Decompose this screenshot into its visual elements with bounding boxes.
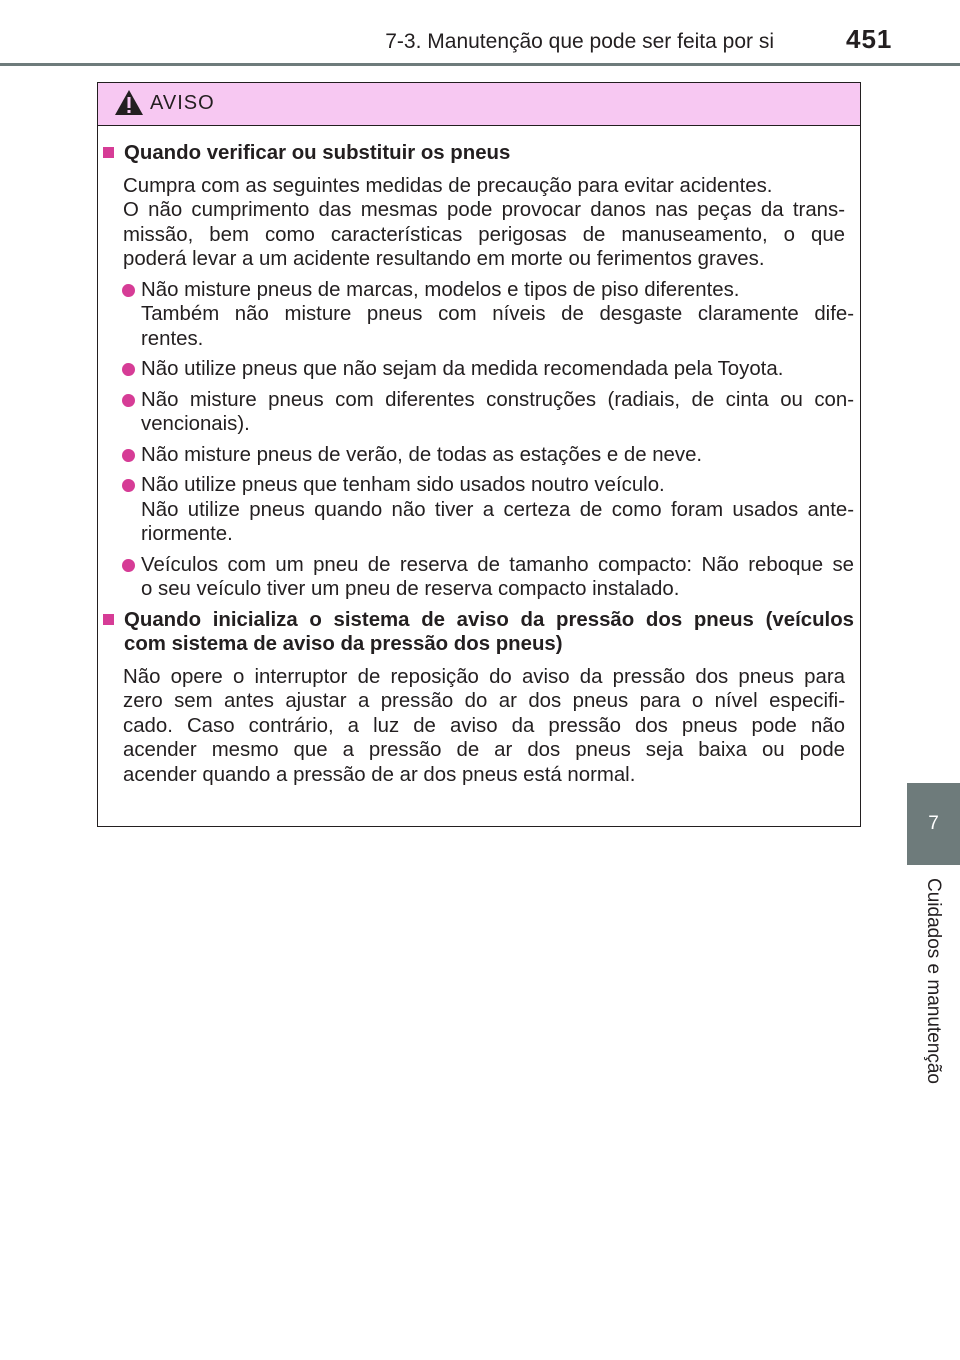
text-line: Não utilize pneus que não sejam da medida recomendada pela Toyota.	[141, 358, 784, 380]
warning-header	[98, 83, 860, 126]
text-line: riormente.	[141, 523, 233, 545]
list-item	[122, 278, 854, 352]
round-bullet-icon	[122, 363, 135, 376]
warning-triangle-icon	[114, 89, 144, 116]
text-line: Também não misture pneus com níveis de desgaste claramente dife-	[141, 303, 854, 325]
text-line: acender quando a pressão de ar dos pneus está normal.	[123, 763, 636, 786]
chapter-number: 7	[928, 813, 939, 834]
warning-label: AVISO	[150, 92, 215, 114]
round-bullet-icon	[122, 284, 135, 297]
list-item	[122, 443, 854, 468]
text-line: vencionais).	[141, 413, 250, 435]
text-line: com sistema de aviso da pressão dos pneus)	[124, 633, 563, 655]
header-rule	[0, 63, 960, 66]
text-line: Cumpra com as seguintes medidas de precaução para evitar acidentes.	[123, 174, 773, 197]
square-bullet-icon	[103, 147, 114, 158]
text-line: Veículos com um pneu de reserva de tamanho compacto: Não reboque se	[141, 553, 854, 576]
text-line: cado. Caso contrário, a luz de aviso da pressão dos pneus pode não	[123, 714, 845, 737]
section-heading	[98, 141, 862, 166]
text-line: Não utilize pneus quando não tiver a certeza de como foram usados ante-	[141, 498, 854, 521]
list-item	[122, 357, 854, 382]
page-number: 451	[846, 24, 893, 54]
text-line: O não cumprimento das mesmas pode provocar danos nas peças da trans-	[123, 199, 845, 221]
section-heading-text: Quando verificar ou substituir os pneus	[124, 142, 511, 164]
intro-paragraph	[123, 174, 845, 272]
list-item	[122, 388, 854, 437]
text-line: o seu veículo tiver um pneu de reserva compacto instalado.	[141, 578, 680, 600]
text-line: poderá levar a um acidente resultando em morte ou ferimentos graves.	[123, 248, 765, 270]
text-line: Não opere o interruptor de reposição do aviso da pressão dos pneus para	[123, 665, 845, 688]
square-bullet-icon	[103, 614, 114, 625]
text-line: Não utilize pneus que tenham sido usados noutro veículo.	[141, 474, 665, 496]
body-paragraph	[123, 665, 845, 788]
text-line: Não misture pneus de verão, de todas as estações e de neve.	[141, 443, 703, 466]
section-title: 7-3. Manutenção que pode ser feita por si	[385, 30, 774, 53]
text-line: acender mesmo que a pressão de ar dos pneus seja baixa ou pode	[123, 739, 845, 761]
text-line: Quando inicializa o sistema de aviso da pressão dos pneus (veículos	[124, 608, 854, 631]
chapter-title: Cuidados e manutenção	[923, 878, 944, 1084]
text-line: rentes.	[141, 327, 204, 350]
list-item	[122, 553, 854, 602]
page-header	[0, 0, 960, 66]
round-bullet-icon	[122, 394, 135, 407]
section-heading	[98, 608, 862, 657]
text-line: missão, bem como características perigosas de manuseamento, o que	[123, 223, 845, 246]
list-item	[122, 473, 854, 547]
round-bullet-icon	[122, 559, 135, 572]
warning-content	[98, 141, 862, 787]
round-bullet-icon	[122, 449, 135, 462]
warning-box	[97, 82, 861, 827]
text-line: Não misture pneus de marcas, modelos e tipos de piso diferentes.	[141, 278, 740, 301]
round-bullet-icon	[122, 479, 135, 492]
chapter-tab[interactable]	[907, 783, 960, 865]
text-line: zero sem antes ajustar a pressão do ar dos pneus para o nível especifi-	[123, 690, 845, 712]
text-line: Não misture pneus com diferentes construções (radiais, de cinta ou con-	[141, 388, 854, 411]
